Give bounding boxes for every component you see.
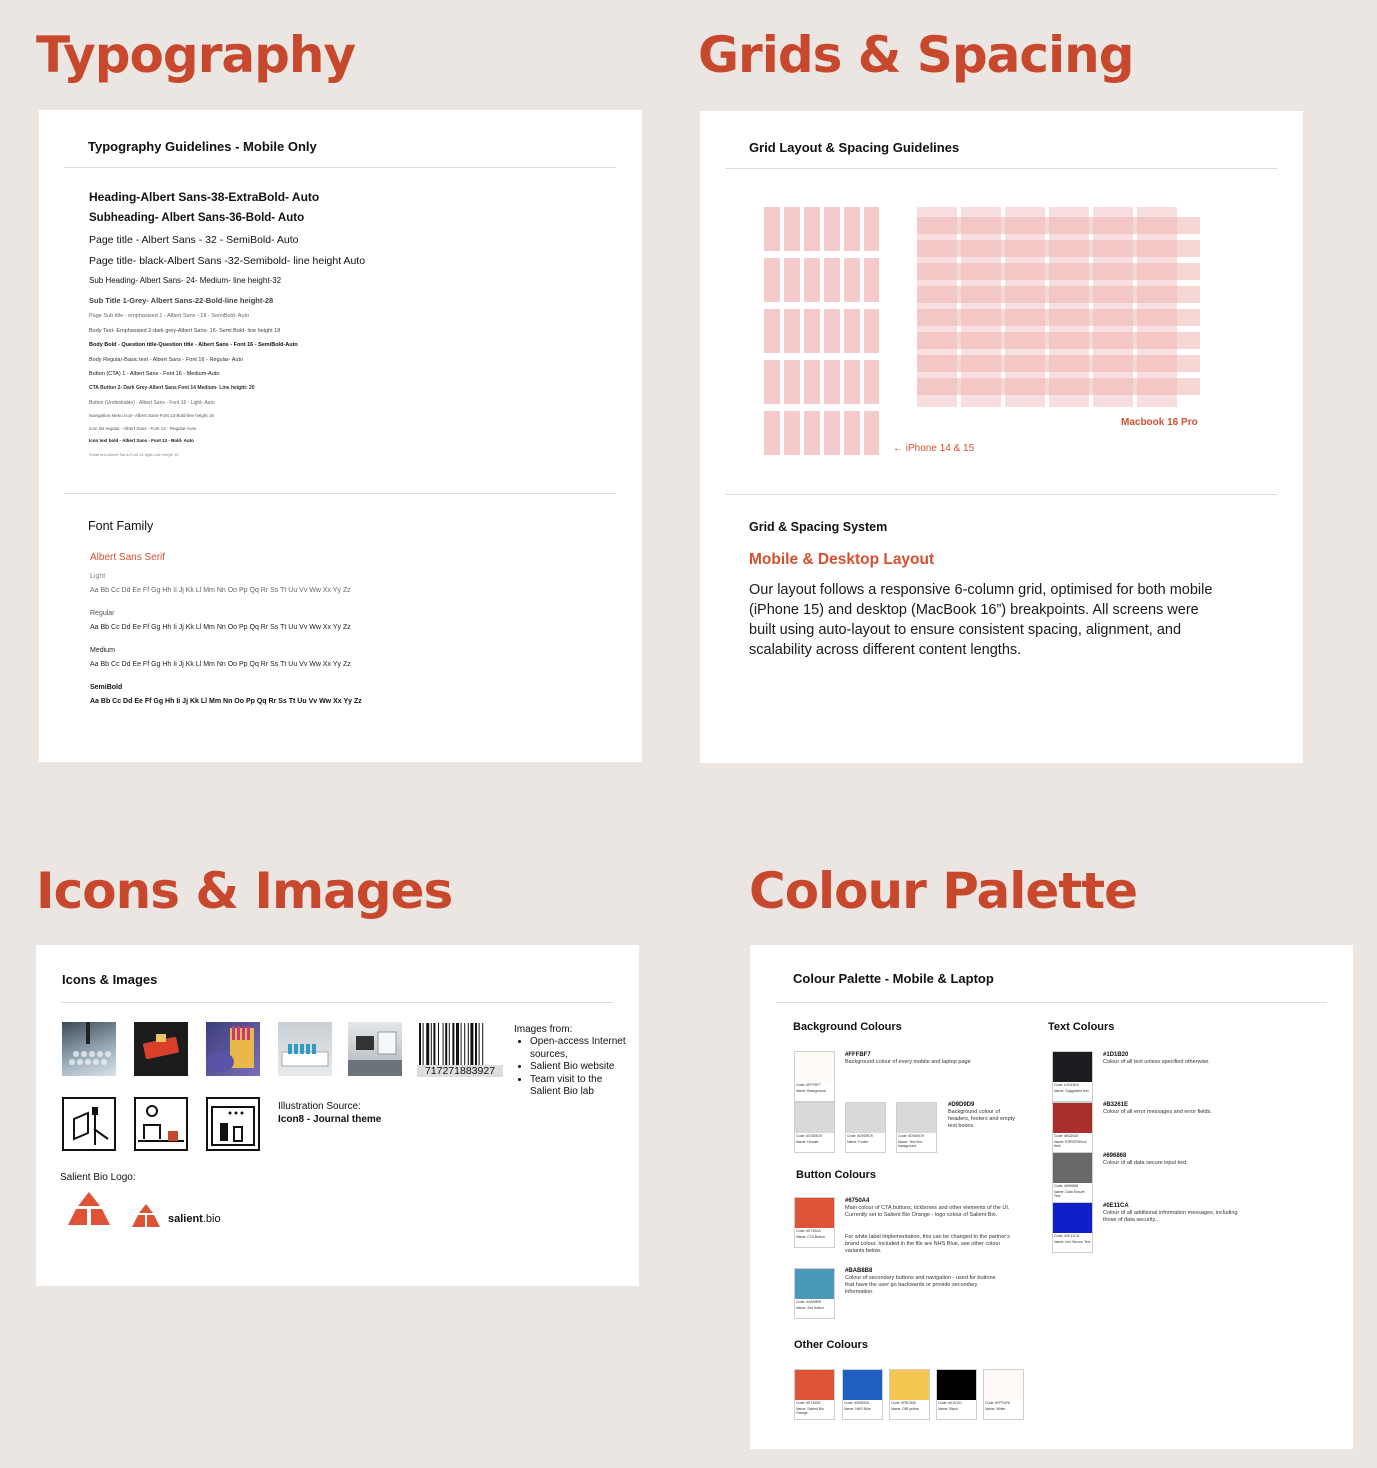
type-sample-body-bold: Body Bold - Question title-Question title - Albert Sans - Font 16 - SemiBold-Auto	[89, 342, 298, 348]
barcode-bar	[464, 1023, 465, 1067]
grid-cell	[824, 207, 840, 251]
type-sample-small-text: Small text-Albert Sans-Font 12-light-Line height 16	[89, 452, 179, 457]
device-illustration-icon	[206, 1097, 260, 1151]
grid-cell	[784, 360, 800, 404]
barcode-bar	[449, 1023, 450, 1067]
grid-cell	[784, 258, 800, 302]
card-header: Icons & Images	[62, 972, 158, 987]
lab-tubes-photo	[206, 1022, 260, 1076]
section-title-icons: Icons & Images	[36, 862, 453, 920]
weight-label-medium: Medium	[90, 647, 115, 654]
swatch-background: Code: #FFF8F7 Name: Background	[794, 1051, 835, 1102]
barcode-bar	[433, 1023, 435, 1067]
salient-bio-logo-mark-icon	[66, 1190, 112, 1230]
grid-row-band	[917, 355, 1200, 372]
grid-cell	[764, 309, 780, 353]
iphone-label: ← iPhone 14 & 15	[893, 443, 975, 454]
type-sample-icon-text-bold: Icon text bold - Albert Sans - Font 13 - Bold- Auto	[89, 438, 194, 443]
grid-cell	[844, 258, 860, 302]
other-colours-title: Other Colours	[794, 1339, 868, 1351]
text-secure-desc: Colour of all data secure input text.	[1103, 1160, 1188, 1166]
bg-grey-desc: Background colour of headers, footers and empty text boxes.	[948, 1109, 1015, 1129]
btn-secondary-desc: Colour of secondary buttons and navigation - used for buttons that have the user go backwards or provide secondary information.	[845, 1275, 996, 1295]
swatch-text-secure: Code: #696868 Name: Data Secure Text	[1052, 1152, 1093, 1203]
grid-system-title: Grid & Spacing System	[749, 520, 888, 534]
grid-cell	[824, 360, 840, 404]
swatch-footer: Code: #D9D9D9 Name: Footer	[845, 1102, 886, 1153]
text-main-desc: Colour of all text unless specified otherwise.	[1103, 1059, 1210, 1065]
grid-cell	[804, 360, 820, 404]
type-sample-button-cta: Button (CTA) 1 - Albert Sans - Font 16 - Medium-Auto	[89, 371, 220, 377]
swatch-text-error: Code: #B3261E Name: ERROR/Error field	[1052, 1102, 1093, 1153]
type-sample-sub-title: Sub Title 1-Grey- Albert Sans-22-Bold-line height-28	[89, 296, 274, 305]
grid-cell	[864, 360, 879, 404]
grid-cell	[804, 258, 820, 302]
badge-photo	[134, 1022, 188, 1076]
colour-card	[750, 945, 1353, 1449]
barcode-bar	[468, 1023, 469, 1067]
grid-cell	[824, 411, 840, 455]
barcode-bar	[445, 1023, 447, 1067]
font-family-title: Font Family	[88, 519, 154, 533]
swatch-text-main: Code: #1D1B20 Name: Suggested text	[1052, 1051, 1093, 1102]
barcode-number: 717271883927	[417, 1065, 503, 1077]
macbook-label: Macbook 16 Pro	[1121, 417, 1198, 428]
layout-title: Mobile & Desktop Layout	[749, 551, 935, 568]
type-sample-nav-icon: Navigation Menu Icon- Albert Sans-Font 13-Bold-line height 16	[89, 413, 214, 418]
mailbox-illustration-icon	[62, 1097, 116, 1151]
barcode-bar	[431, 1023, 432, 1067]
image-source-item: • Team visit to the Salient Bio lab	[530, 1074, 630, 1099]
swatch-nhs-blue: Code: #005EB8 Name: NHS Blue	[842, 1369, 883, 1420]
barcode-bar	[423, 1023, 424, 1067]
text-secure-hex: #696868	[1103, 1153, 1127, 1159]
grid-cell	[784, 207, 800, 251]
image-source-item: • Open-access Internet sources,	[530, 1036, 630, 1061]
type-sample-page-title-orange: Page title - Albert Sans - 32 - SemiBold- Auto	[89, 234, 299, 246]
section-title-colour: Colour Palette	[749, 862, 1138, 920]
swatch-salient-orange: Code: #E74525 Name: Salient Bio Orange	[794, 1369, 835, 1420]
barcode-bar	[419, 1023, 421, 1067]
text-error-desc: Colour of all error messages and error fields.	[1103, 1109, 1212, 1115]
image-source-item: • Salient Bio website	[530, 1061, 630, 1074]
barcode-bar	[479, 1023, 480, 1067]
grid-row-band	[917, 240, 1200, 257]
macbook-grid	[917, 207, 1200, 407]
button-colours-title: Button Colours	[796, 1169, 877, 1181]
barcode-bar	[482, 1023, 483, 1067]
grid-row-band	[917, 286, 1200, 303]
text-main-hex: #1D1B20	[1103, 1052, 1129, 1058]
grid-cell	[864, 411, 879, 455]
grid-cell	[864, 309, 879, 353]
grid-cell	[844, 309, 860, 353]
type-sample-page-sub-title: Page Sub title - emphasised 1 - Albert Sans - 18 - SemiBold- Auto	[89, 313, 250, 319]
swatch-text-info: Code: #0E11CA Name: Info Secure Text	[1052, 1202, 1093, 1253]
swatch-oib-yellow: Code: #F8C526 Name: OIB yellow	[889, 1369, 930, 1420]
type-sample-cta-2: CTA Button 2- Dark Grey-Albert Sans Font 14 Medium- Line height: 20	[89, 385, 255, 391]
grid-paragraph: Our layout follows a responsive 6-column grid, optimised for both mobile (iPhone 15) and desktop (MacBook 16”) breakpoints. All screens were built using auto-layout to ensure consistent spacing, alignment, and scalability across different content lengths.	[749, 582, 1213, 658]
type-sample-body-text: Body Text- Emphasised 2-dark grey-Albert Sans- 16- Semi Bold- line height 18	[89, 328, 281, 334]
btn-primary-desc: Main colour of CTA buttons, tickboxes and other elements of the UI. Currently set to Salient Bio Orange - logo colour of Salient Bio.	[845, 1205, 1010, 1218]
type-sample-sub-heading: Sub Heading- Albert Sans- 24- Medium- line height-32	[89, 276, 282, 285]
lab-bench-illustration-icon	[134, 1097, 188, 1151]
grid-card	[700, 111, 1303, 763]
grid-cell	[764, 258, 780, 302]
type-sample-icon-list: Icon list regular - Albert Sans - Font 13 - Regular-Auto	[89, 426, 197, 431]
images-from-label: Images from:	[514, 1024, 573, 1035]
section-title-grids: Grids & Spacing	[698, 26, 1134, 84]
card-header: Typography Guidelines - Mobile Only	[88, 139, 317, 154]
image-sources-list	[530, 1036, 630, 1099]
iphone-grid	[764, 207, 879, 456]
swatch-text-box: Code: #D9D9D9 Name: Text box background	[896, 1102, 937, 1153]
bg-grey-hex: #D9D9D9	[948, 1102, 975, 1108]
salient-bio-logo-small-icon	[132, 1203, 160, 1229]
type-sample-heading: Heading-Albert Sans-38-ExtraBold- Auto	[89, 190, 320, 204]
swatch-black: Code: #010101 Name: Black	[936, 1369, 977, 1420]
barcode-bar	[461, 1023, 462, 1067]
text-error-hex: #B3261E	[1103, 1102, 1129, 1108]
grid-cell	[844, 411, 860, 455]
grid-cell	[804, 207, 820, 251]
alphabet-regular: Aa Bb Cc Dd Ee Ff Gg Hh Ii Jj Kk Ll Mm Nn Oo Pp Qq Rr Ss Tt Uu Vv Ww Xx Yy Zz	[90, 624, 351, 631]
logo-label: Salient Bio Logo:	[60, 1172, 136, 1183]
alphabet-medium: Aa Bb Cc Dd Ee Ff Gg Hh Ii Jj Kk Ll Mm Nn Oo Pp Qq Rr Ss Tt Uu Vv Ww Xx Yy Zz	[90, 661, 351, 668]
card-header: Colour Palette - Mobile & Laptop	[793, 971, 994, 986]
btn-primary-hex: #6750A4	[845, 1198, 870, 1204]
barcode-bar	[438, 1023, 439, 1067]
grid-cell	[824, 258, 840, 302]
section-title-typography: Typography	[36, 26, 356, 84]
swatch-cta-button: Code: #E7452A Name: CTA Button	[794, 1197, 835, 1248]
background-colours-title: Background Colours	[793, 1021, 902, 1033]
grid-cell	[764, 360, 780, 404]
grid-row-band	[917, 332, 1200, 349]
barcode-bar	[452, 1023, 454, 1067]
grid-cell	[784, 411, 800, 455]
alphabet-semibold: Aa Bb Cc Dd Ee Ff Gg Hh Ii Jj Kk Ll Mm Nn Oo Pp Qq Rr Ss Tt Uu Vv Ww Xx Yy Zz	[90, 698, 362, 705]
grid-column	[1137, 207, 1177, 407]
grid-cell	[844, 207, 860, 251]
barcode-bar	[426, 1023, 429, 1067]
swatch-white: Code: #FFFAF8 Name: White	[983, 1369, 1024, 1420]
grid-column	[961, 207, 1001, 407]
type-sample-button-undesirable: Button (Undesirable) - Albert Sans - Font 16 - Light- Auto	[89, 400, 215, 406]
grid-cell	[844, 360, 860, 404]
swatch-header: Code: #D9D9D9 Name: Header	[794, 1102, 835, 1153]
type-sample-page-title-black: Page title- black-Albert Sans -32-Semibold- line height Auto	[89, 255, 366, 267]
grid-cell	[764, 411, 780, 455]
typography-card	[39, 110, 642, 762]
illustration-source-label: Illustration Source:	[278, 1101, 361, 1112]
lab-equipment-photo	[278, 1022, 332, 1076]
alphabet-light: Aa Bb Cc Dd Ee Ff Gg Hh Ii Jj Kk Ll Mm Nn Oo Pp Qq Rr Ss Tt Uu Vv Ww Xx Yy Zz	[90, 587, 351, 594]
weight-label-regular: Regular	[90, 610, 115, 617]
btn-secondary-hex: #BAB8B8	[845, 1268, 873, 1274]
grid-column	[1093, 207, 1133, 407]
grid-cell	[764, 207, 780, 251]
grid-column	[917, 207, 957, 407]
grid-row-band	[917, 378, 1200, 395]
barcode-icon	[417, 1023, 503, 1077]
barcode-bar	[456, 1023, 459, 1067]
type-sample-body-regular: Body Regular-Basic text - Albert Sans - Font 16 - Regular- Auto	[89, 357, 244, 363]
grid-column	[1005, 207, 1045, 407]
text-info-desc: Colour of all additional information messages, including those of data security..	[1103, 1210, 1238, 1223]
grid-cell	[804, 411, 820, 455]
bg-main-hex: #FFFBF7	[845, 1052, 871, 1058]
grid-row-band	[917, 263, 1200, 280]
lab-room-photo	[348, 1022, 402, 1076]
text-colours-title: Text Colours	[1048, 1021, 1115, 1033]
grid-column	[1049, 207, 1089, 407]
grid-cell	[784, 309, 800, 353]
salient-bio-wordmark: salient.bio	[168, 1213, 221, 1225]
grid-cell	[864, 207, 879, 251]
weight-label-light: Light	[90, 573, 106, 580]
weight-label-semibold: SemiBold	[90, 684, 123, 691]
barcode-bar	[443, 1023, 444, 1067]
bg-main-desc: Background colour of every mobile and laptop page	[845, 1059, 971, 1065]
type-sample-subheading: Subheading- Albert Sans-36-Bold- Auto	[89, 212, 305, 224]
illustration-source-name: Icon8 - Journal theme	[278, 1114, 382, 1125]
lab-plate-photo	[62, 1022, 116, 1076]
grid-row-band	[917, 309, 1200, 326]
barcode-bar	[470, 1023, 473, 1067]
grid-cell	[864, 258, 879, 302]
icons-card	[36, 945, 639, 1286]
font-name: Albert Sans Serif	[90, 552, 166, 563]
grid-row-band	[917, 217, 1200, 234]
barcode-bar	[475, 1023, 477, 1067]
grid-cell	[824, 309, 840, 353]
text-info-hex: #0E11CA	[1103, 1203, 1129, 1209]
swatch-2nd-button: Code: #4A99B8 Name: 2nd button	[794, 1268, 835, 1319]
btn-primary-desc-2: For white label implementation, this can be changed to the partner's brand colour. Included in the file are NHS Blue, see other colour variants below.	[845, 1234, 1010, 1254]
grid-cell	[804, 309, 820, 353]
card-header: Grid Layout & Spacing Guidelines	[749, 140, 960, 155]
